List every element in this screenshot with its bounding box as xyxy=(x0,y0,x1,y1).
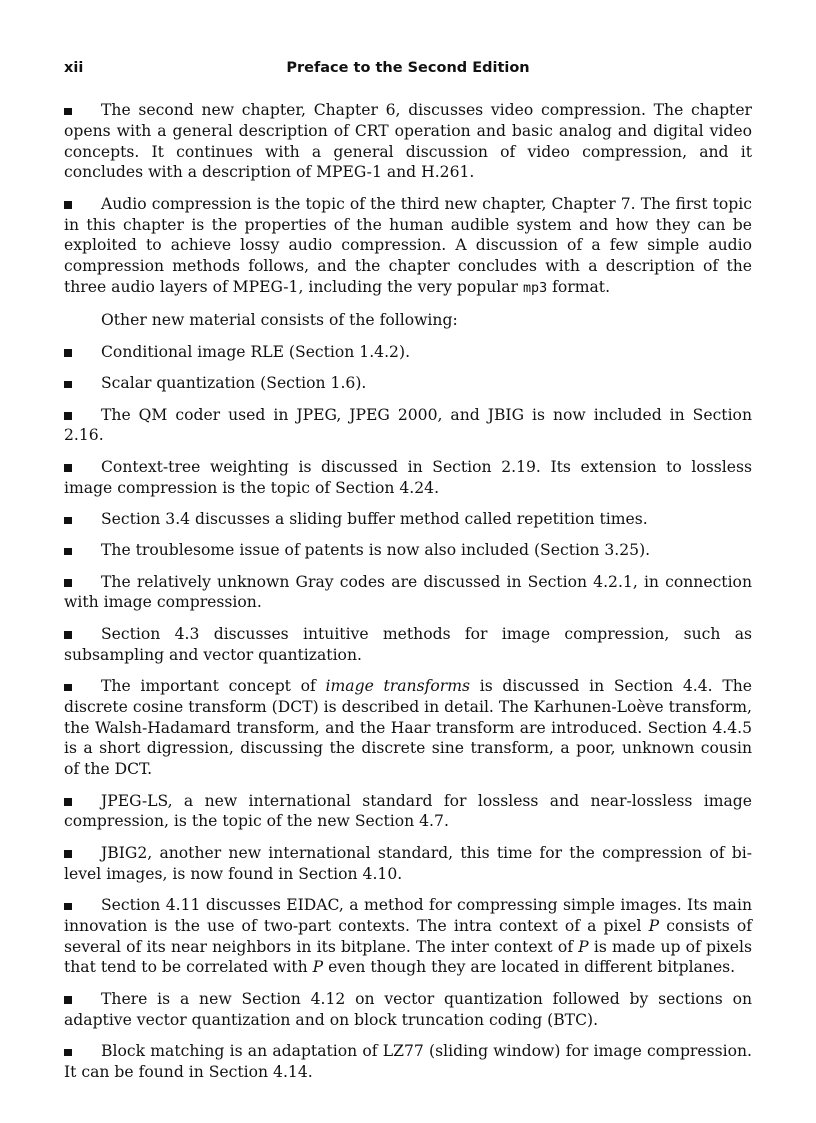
square-bullet-icon xyxy=(64,903,72,911)
square-bullet-icon xyxy=(64,798,72,806)
bullet-item: The QM coder used in JPEG, JPEG 2000, and JBIG is now included in Section 2.16. xyxy=(64,405,752,445)
bullet-item: JPEG-LS, a new international standard for lossless and near-lossless image compression, is the topic of the new Section 4.7. xyxy=(64,791,752,831)
square-bullet-icon xyxy=(64,579,72,587)
bullet-item: Section 3.4 discusses a sliding buffer method called repetition times. xyxy=(64,509,752,530)
square-bullet-icon xyxy=(64,412,72,420)
square-bullet-icon xyxy=(64,108,72,116)
bullet-item: Conditional image RLE (Section 1.4.2). xyxy=(64,342,752,363)
square-bullet-icon xyxy=(64,517,72,525)
square-bullet-icon xyxy=(64,349,72,357)
running-header xyxy=(64,58,752,80)
page-number: xii xyxy=(64,60,84,76)
document-page xyxy=(64,58,752,1093)
math-variable: P xyxy=(648,916,660,935)
bullet-item: Section 4.3 discusses intuitive methods for image compression, such as subsampling and vector quantization. xyxy=(64,624,752,664)
bullet-item: JBIG2, another new international standard, this time for the compression of bi-level images, is now found in Section 4.10. xyxy=(64,843,752,883)
square-bullet-icon xyxy=(64,464,72,472)
math-variable: P xyxy=(578,937,589,956)
square-bullet-icon xyxy=(64,631,72,639)
bullet-item: There is a new Section 4.12 on vector quantization followed by sections on adaptive vector quantization and on block truncation coding (BTC). xyxy=(64,989,752,1029)
bullet-item: The troublesome issue of patents is now also included (Section 3.25). xyxy=(64,540,752,561)
square-bullet-icon xyxy=(64,381,72,389)
bullet-item: The second new chapter, Chapter 6, discusses video compression. The chapter opens with a general description of CRT operation and basic analog and digital video concepts. It continues with a general discussion of video compression, and it concludes with a description of MPEG-1 and H.261. xyxy=(64,101,752,182)
bullet-item: Block matching is an adaptation of LZ77 (sliding window) for image compression. It can be found in Section 4.14. xyxy=(64,1041,752,1081)
running-title: Preface to the Second Edition xyxy=(286,60,530,76)
bullet-item: Context-tree weighting is discussed in Section 2.19. Its extension to lossless image compression is the topic of Section 4.24. xyxy=(64,457,752,497)
code-text: mp3 xyxy=(522,280,548,296)
bullet-item: The important concept of image transforms is discussed in Section 4.4. The discrete cosine transform (DCT) is described in detail. The Karhunen-Loève transform, the Walsh-Hadamard transform, and the Haar transform are introduced. Section 4.4.5 is a short digression, discussing the discrete sine transform, a poor, unknown cousin of the DCT. xyxy=(64,677,752,779)
math-variable: P xyxy=(312,958,324,977)
emphasis-text: image transforms xyxy=(325,677,470,696)
bullet-item: Section 4.11 discusses EIDAC, a method for compressing simple images. Its main innovation is the use of two-part contexts. The intra context of a pixel P consists of several of its near neighbors in its bitplane. The inter context of P is made up of pixels that tend to be correlated with P even though they are located in different bitplanes. xyxy=(64,896,753,977)
square-bullet-icon xyxy=(64,996,72,1004)
bullet-item: The relatively unknown Gray codes are discussed in Section 4.2.1, in connection with image compression. xyxy=(64,572,752,612)
bullet-item: Audio compression is the topic of the third new chapter, Chapter 7. The first topic in this chapter is the properties of the human audible system and how they can be exploited to achieve lossy audio compression. A discussion of a few simple audio compression methods follows, and the chapter concludes with a description of the three audio layers of MPEG-1, including the very popular mp3 format. xyxy=(64,194,752,296)
square-bullet-icon xyxy=(64,850,72,858)
square-bullet-icon xyxy=(64,548,72,556)
intro-paragraph: Other new material consists of the following: xyxy=(101,311,458,330)
bullet-item: Scalar quantization (Section 1.6). xyxy=(64,373,752,394)
square-bullet-icon xyxy=(64,1049,72,1057)
square-bullet-icon xyxy=(64,684,72,692)
square-bullet-icon xyxy=(64,201,72,209)
